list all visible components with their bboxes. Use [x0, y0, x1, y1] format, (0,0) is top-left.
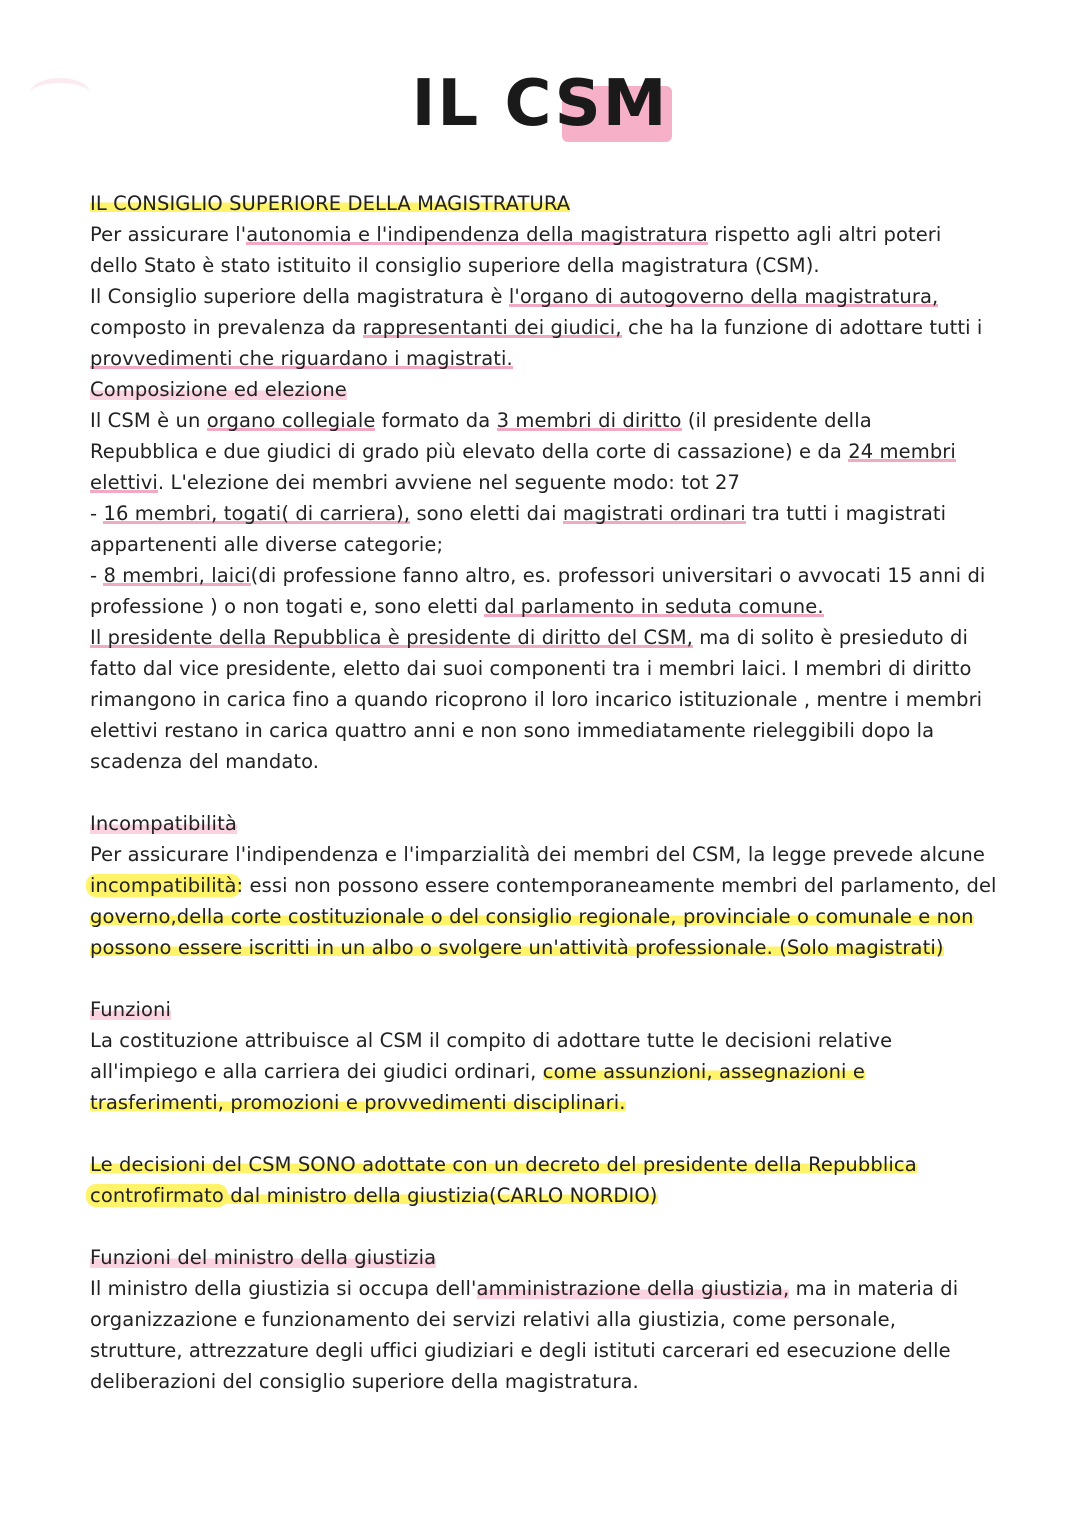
underlined-text: organo collegiale: [206, 409, 376, 432]
spacer: [90, 1211, 995, 1242]
text-line: [90, 405, 995, 436]
text-span: professione ) o non togati e, sono eletti: [90, 595, 485, 618]
text-line: [90, 653, 995, 684]
underlined-text: rappresentanti dei giudici,: [362, 316, 622, 339]
section-heading-incompatibilita: [90, 808, 995, 839]
text-span: Per assicurare l': [90, 223, 247, 246]
highlighted-text: governo,della corte costituzionale o del consiglio regionale, provinciale o comunale e non: [90, 905, 974, 928]
highlighted-text: Le decisioni del CSM SONO adottate con un decreto del presidente della Repubblica: [90, 1153, 917, 1176]
text-span: -: [90, 502, 104, 525]
text-span: Repubblica e due giudici di grado più elevato della corte di cassazione) e da: [90, 440, 849, 463]
text-line: [90, 1087, 995, 1118]
underlined-text: amministrazione della giustizia,: [476, 1277, 790, 1300]
text-line: [90, 746, 995, 777]
text-line: [90, 684, 995, 715]
heading-text: Funzioni: [90, 998, 172, 1021]
text-line: [90, 343, 995, 374]
text-span: fatto dal vice presidente, eletto dai suoi componenti tra i membri laici. I membri di diritto: [90, 657, 972, 680]
text-span: Il CSM è un: [90, 409, 207, 432]
text-line: [90, 560, 995, 591]
text-span: ma di solito è presieduto di: [692, 626, 968, 649]
highlighted-text: controfirmato: [86, 1184, 228, 1207]
text-span: elettivi restano in carica quattro anni e non sono immediatamente rieleggibili dopo la: [90, 719, 935, 742]
underlined-text: magistrati ordinari: [562, 502, 746, 525]
heading-text: Incompatibilità: [90, 812, 237, 835]
highlighted-text: possono essere iscritti in un albo o svolgere un'attività professionale. (Solo magistrati): [90, 936, 944, 959]
section-heading-csm: [90, 188, 995, 219]
page-title-text: IL CSM: [411, 67, 669, 141]
section-heading-composizione: [90, 374, 995, 405]
text-line: [90, 281, 995, 312]
underlined-text: 3 membri di diritto: [496, 409, 682, 432]
text-line: [90, 1273, 995, 1304]
text-line: [90, 1180, 995, 1211]
text-span: (il presidente della: [681, 409, 872, 432]
text-line: [90, 1335, 995, 1366]
underlined-text: l'organo di autogoverno della magistratura,: [508, 285, 939, 308]
underlined-text: 24 membri: [848, 440, 956, 463]
section-heading-ministro: [90, 1242, 995, 1273]
text-span: dello Stato è stato istituito il consiglio superiore della magistratura (CSM).: [90, 254, 820, 277]
text-span: (di professione fanno altro, es. professori universitari o avvocati 15 anni di: [250, 564, 986, 587]
heading-text: IL CONSIGLIO SUPERIORE DELLA MAGISTRATURA: [90, 192, 571, 215]
text-span: Il Consiglio superiore della magistratura è: [90, 285, 509, 308]
text-span: rispetto agli altri poteri: [707, 223, 942, 246]
text-line: [90, 312, 995, 343]
underlined-text: provvedimenti che riguardano i magistrati.: [90, 347, 513, 370]
text-span: deliberazioni del consiglio superiore della magistratura.: [90, 1370, 639, 1393]
text-line: [90, 250, 995, 281]
text-span: all'impiego e alla carriera dei giudici ordinari,: [90, 1060, 543, 1083]
text-span: organizzazione e funzionamento dei servizi relativi alla giustizia, come personale,: [90, 1308, 897, 1331]
text-span: composto in prevalenza da: [90, 316, 363, 339]
underlined-text: Il presidente della Repubblica è presidente di diritto del CSM,: [90, 626, 693, 649]
highlighted-text: dal ministro della giustizia(CARLO NORDIO): [223, 1184, 658, 1207]
spacer: [90, 963, 995, 994]
text-line: [90, 870, 995, 901]
spacer: [90, 777, 995, 808]
text-span: : essi non possono essere contemporaneamente membri del parlamento, del: [236, 874, 997, 897]
text-span: appartenenti alle diverse categorie;: [90, 533, 444, 556]
text-line: [90, 1025, 995, 1056]
underlined-text: 16 membri, togati( di carriera),: [103, 502, 411, 525]
highlighted-text: come assunzioni, assegnazioni e: [542, 1060, 865, 1083]
text-line: [90, 1056, 995, 1087]
text-line: [90, 498, 995, 529]
text-span: rimangono in carica fino a quando ricoprono il loro incarico istituzionale , mentre i membri: [90, 688, 983, 711]
text-span: . L'elezione dei membri avviene nel seguente modo: tot 27: [157, 471, 741, 494]
underlined-text: dal parlamento in seduta comune.: [484, 595, 824, 618]
section-heading-funzioni: [90, 994, 995, 1025]
text-span: strutture, attrezzature degli uffici giudiziari e degli istituti carcerari ed esecuzione delle: [90, 1339, 951, 1362]
heading-text: Composizione ed elezione: [90, 378, 347, 401]
text-line: [90, 901, 995, 932]
text-span: che ha la funzione di adottare tutti i: [621, 316, 983, 339]
text-span: La costituzione attribuisce al CSM il compito di adottare tutte le decisioni relative: [90, 1029, 893, 1052]
text-span: scadenza del mandato.: [90, 750, 320, 773]
text-line: [90, 467, 995, 498]
text-span: sono eletti dai: [410, 502, 563, 525]
text-line: [90, 1366, 995, 1397]
text-line: [90, 932, 995, 963]
text-span: ma in materia di: [789, 1277, 959, 1300]
text-line: [90, 1149, 995, 1180]
underlined-text: elettivi: [90, 471, 158, 494]
text-line: [90, 436, 995, 467]
underlined-text: 8 membri, laici: [103, 564, 251, 587]
text-line: [90, 622, 995, 653]
text-line: [90, 529, 995, 560]
underlined-text: autonomia e l'indipendenza della magistratura: [246, 223, 708, 246]
notes-body: [90, 188, 995, 1397]
text-line: [90, 839, 995, 870]
heading-text: Funzioni del ministro della giustizia: [90, 1246, 437, 1269]
text-line: [90, 1304, 995, 1335]
text-span: -: [90, 564, 104, 587]
title-block: [0, 67, 1080, 141]
text-line: [90, 591, 995, 622]
text-span: tra tutti i magistrati: [745, 502, 947, 525]
highlighted-text: incompatibilità: [86, 874, 241, 897]
text-line: [90, 219, 995, 250]
text-span: Per assicurare l'indipendenza e l'imparzialità dei membri del CSM, la legge prevede alcune: [90, 843, 985, 866]
spacer: [90, 1118, 995, 1149]
text-span: formato da: [375, 409, 497, 432]
highlighted-text: trasferimenti, promozioni e provvedimenti disciplinari.: [90, 1091, 626, 1114]
text-span: Il ministro della giustizia si occupa dell': [90, 1277, 477, 1300]
text-line: [90, 715, 995, 746]
page-title: [411, 67, 669, 141]
